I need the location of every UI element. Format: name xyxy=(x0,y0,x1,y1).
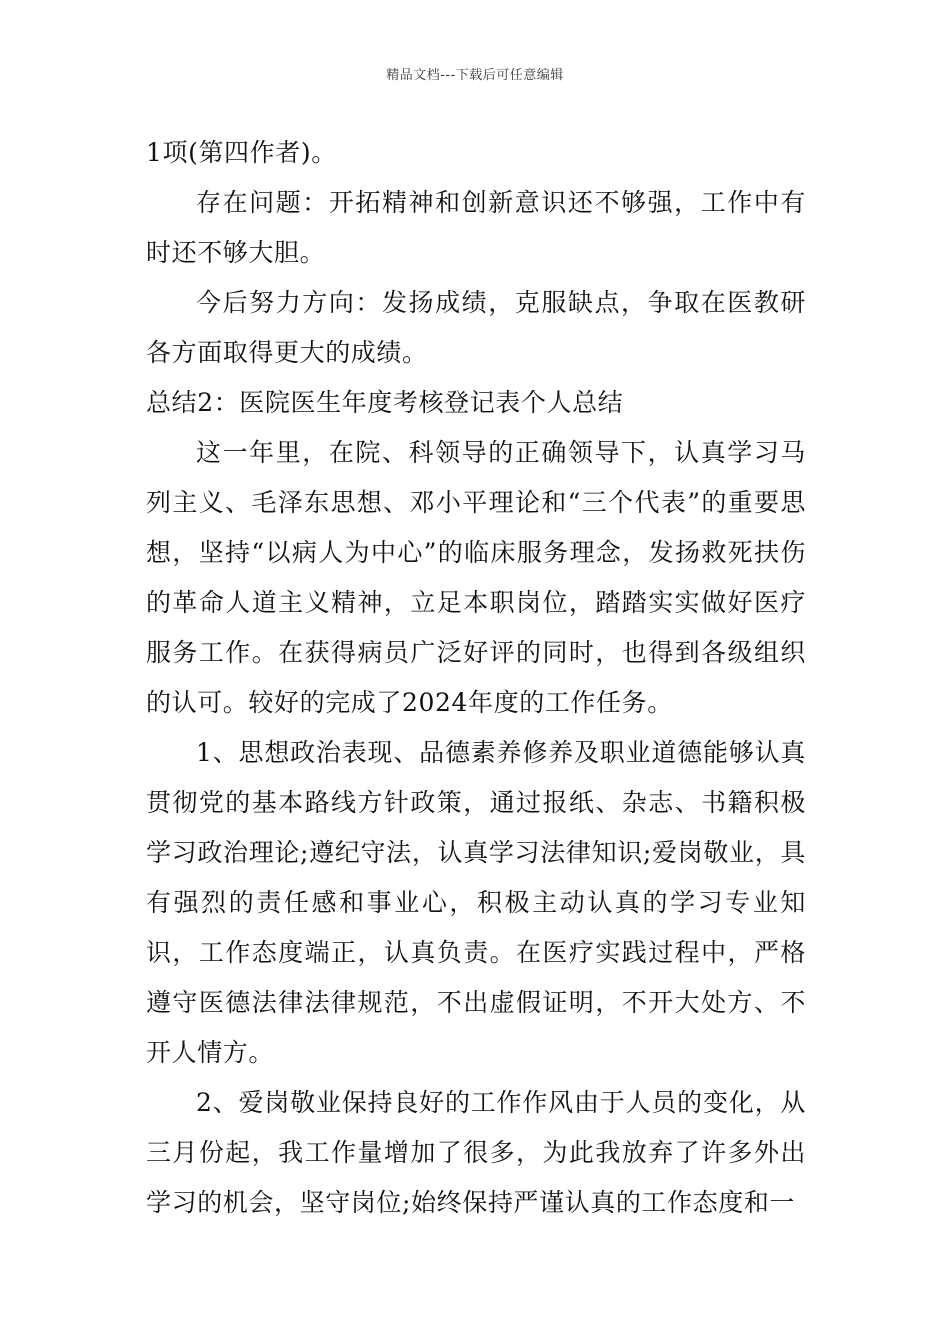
document-body xyxy=(146,128,806,1228)
paragraph-6: 1、思想政治表现、品德素养修养及职业道德能够认真贯彻党的基本路线方针政策，通过报纸、杂志、书籍积极学习政治理论;遵纪守法，认真学习法律知识;爱岗敬业，具有强烈的责任感和事业心，积极主动认真的学习专业知识，工作态度端正，认真负责。在医疗实践过程中，严格遵守医德法律法律规范，不出虚假证明，不开大处方、不开人情方。 xyxy=(146,738,806,1067)
page-header: 精品文档---下载后可任意编辑 xyxy=(386,68,564,83)
paragraph-1: 1项(第四作者)。 xyxy=(146,138,337,167)
section-heading: 总结2：医院医生年度考核登记表个人总结 xyxy=(146,388,624,417)
paragraph-3: 今后努力方向：发扬成绩，克服缺点，争取在医教研各方面取得更大的成绩。 xyxy=(146,288,806,367)
paragraph-7: 2、爱岗敬业保持良好的工作作风由于人员的变化，从三月份起，我工作量增加了很多，为此我放弃了许多外出学习的机会，坚守岗位;始终保持严谨认真的工作态度和一 xyxy=(146,1088,806,1217)
paragraph-2: 存在问题：开拓精神和创新意识还不够强，工作中有时还不够大胆。 xyxy=(146,188,806,267)
paragraph-5: 这一年里，在院、科领导的正确领导下，认真学习马列主义、毛泽东思想、邓小平理论和“三个代表”的重要思想，坚持“以病人为中心”的临床服务理念，发扬救死扶伤的革命人道主义精神，立足本职岗位，踏踏实实做好医疗服务工作。在获得病员广泛好评的同时，也得到各级组织的认可。较好的完成了2024年度的工作任务。 xyxy=(146,438,806,717)
